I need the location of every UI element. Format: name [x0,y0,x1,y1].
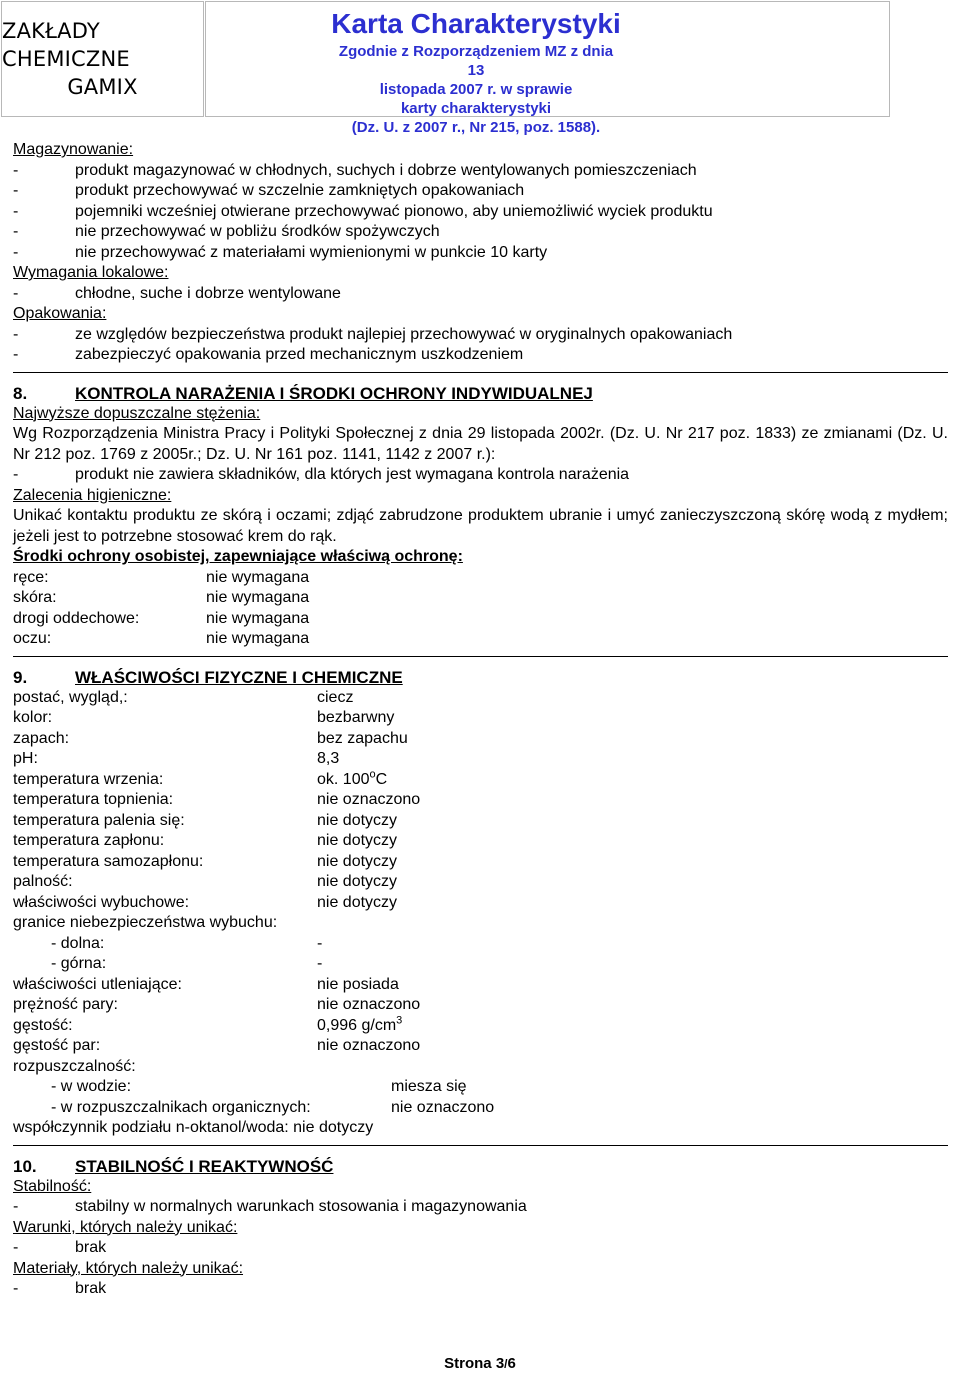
regulation-line1: Zgodnie z Rozporządzeniem MZ z dnia 13 [338,43,614,79]
ppe-row: skóra: nie wymagana [13,589,310,606]
document-title: Karta Charakterystyki [331,8,621,39]
property-row: - w rozpuszczalnikach organicznych: nie oznaczono [51,1098,495,1116]
property-row: kolor: bezbarwny [13,709,395,726]
section-10-title: 10. STABILNOŚĆ I REAKTYWNOŚĆ [13,1156,334,1176]
ppe-row: oczu: nie wymagana [13,630,310,647]
title-box [205,1,890,136]
property-row: pH: 8,3 [13,750,340,767]
avoid-conditions-heading: Warunki, których należy unikać: [13,1218,238,1236]
list-item: - nie przechowywać w pobliżu środków spożywczych [13,223,440,240]
packaging-heading: Opakowania: [13,305,107,322]
list-item: - nie przechowywać z materiałami wymienionymi w punkcie 10 karty [13,243,548,261]
list-item: - chłodne, suche i dobrze wentylowane [13,284,341,302]
property-row: - w wodzie: miesza się [51,1078,467,1095]
property-row: prężność pary: nie oznaczono [13,996,421,1013]
ppe-row: drogi oddechowe: nie wymagana [13,609,310,627]
list-item: - ze względów bezpieczeństwa produkt najlepiej przechowywać w oryginalnych opakowaniach [13,325,733,343]
list-item: - stabilny w normalnych warunkach stosowania i magazynowania [13,1198,527,1215]
regulation-line2: listopada 2007 r. w sprawie [379,81,573,98]
nds-heading: Najwyższe dopuszczalne stężenia: [13,404,261,422]
property-row: temperatura palenia się: nie dotyczy [13,811,398,829]
ppe-heading: Środki ochrony osobistej, zapewniające właściwą ochronę: [13,548,463,565]
local-requirements-heading: Wymagania lokalowe: [13,264,169,281]
section-divider [13,1145,948,1146]
list-item: - produkt przechowywać w szczelnie zamkniętych opakowaniach [13,182,525,199]
avoid-materials-heading: Materiały, których należy unikać: [13,1259,244,1277]
property-row: temperatura samozapłonu: nie dotyczy [13,852,398,870]
section-divider [13,372,948,373]
list-item: - pojemniki wcześniej otwierane przechowywać pionowo, aby uniemożliwić wyciek produktu [13,202,713,220]
property-row: temperatura topnienia: nie oznaczono [13,791,421,808]
property-row: temperatura zapłonu: nie dotyczy [13,832,398,849]
stability-heading: Stabilność: [13,1177,92,1195]
property-row: zapach: bez zapachu [13,729,408,747]
hygiene-heading: Zalecenia higieniczne: [13,486,172,504]
partition-coefficient: współczynnik podziału n-oktanol/woda: nie dotyczy [13,1119,374,1136]
property-row: gęstość: 0,996 $g/cm^3$ [13,1014,403,1034]
section-8-title: 8. KONTROLA NARAŻENIA I ŚRODKI OCHRONY INDYWIDUALNEJ [13,383,593,403]
solubility-label: rozpuszczalność: [13,1057,136,1075]
property-row: palność: nie dotyczy [13,873,398,890]
document-body [13,140,948,1300]
company-box [1,1,204,117]
regulation-line4: (Dz. U. z 2007 r., Nr 215, poz. 1588). [351,119,601,136]
property-row: właściwości wybuchowe: nie dotyczy [13,893,398,911]
company-name-line1: ZAKŁADY CHEMICZNE [2,19,130,71]
company-name-line2: GAMIX [67,75,138,99]
list-item: - produkt nie zawiera składników, dla których jest wymagana kontrola narażenia [13,466,630,483]
property-row: - górna: - [51,955,323,972]
list-item: - brak [13,1280,107,1297]
nds-text: Wg Rozporządzenia Ministra Pracy i Polityki Społecznej z dnia 29 listopada 2002r. (Dz. U. Nr 217 poz. 1833) ze zmianami (Dz. U. Nr 212 poz. 1769 z 2005r.; Dz. U. Nr 161 poz. 1141, 1142 z 2007 r.): [13,425,948,463]
explosion-limits-label: granice niebezpieczeństwa wybuchu: [13,914,278,931]
ppe-row: ręce: nie wymagana [13,568,310,586]
section-divider [13,656,948,657]
hygiene-text: Unikać kontaktu produktu ze skórą i oczami; zdjąć zabrudzone produktem ubranie i umyć zanieczyszczoną skórę wodą z mydłem; jeżeli jest to potrzebne stosować krem do rąk. [13,507,948,545]
list-item: - brak [13,1239,107,1256]
list-item: - zabezpieczyć opakowania przed mechanicznym uszkodzeniem [13,346,524,363]
section-9-title: 9. WŁAŚCIWOŚCI FIZYCZNE I CHEMICZNE [13,667,403,687]
property-row: właściwości utleniające: nie posiada [13,975,399,993]
property-row: - dolna: - [51,934,323,952]
property-row: temperatura wrzenia: ok. 100$^o$C [13,768,388,788]
property-row: postać, wygląd,: ciecz [13,688,354,706]
storage-heading: Magazynowanie: [13,141,134,158]
list-item: - produkt magazynować w chłodnych, suchych i dobrze wentylowanych pomieszczeniach [13,161,697,179]
property-row: gęstość par: nie oznaczono [13,1037,421,1054]
regulation-line3: karty charakterystyki [400,100,552,117]
page-number: Strona 3/6 [444,1355,516,1372]
